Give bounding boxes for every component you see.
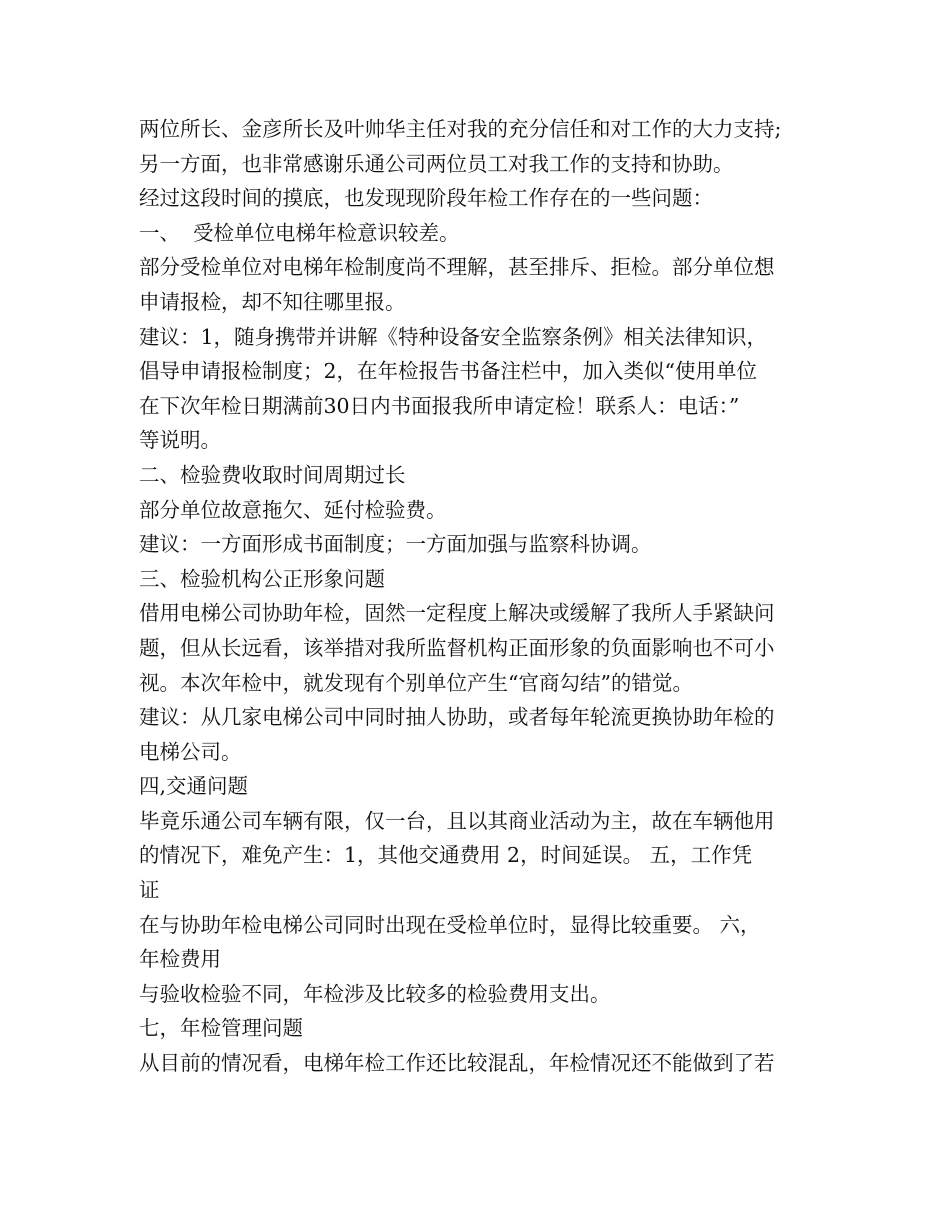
text-line: 建议：1，随身携带并讲解《特种设备安全监察条例》相关法律知识， [139,324,768,349]
text-line: 题，但从长远看，该举措对我所监督机构正面形象的负面影响也不可小 [139,635,775,660]
text-line: 经过这段时间的摸底，也发现现阶段年检工作存在的一些问题： [139,186,713,211]
text-line: 在下次年检日期满前30日内书面报我所申请定检！联系人：电话：” [139,393,740,418]
text-line: 从目前的情况看，电梯年检工作还比较混乱，年检情况还不能做到了若 [139,1051,775,1076]
text-line: 与验收检验不同，年检涉及比较多的检验费用支出。 [139,981,611,1006]
section-heading-2: 二、检验费收取时间周期过长 [139,462,406,487]
text-line: 证 [139,878,160,903]
text-line: 倡导申请报检制度；2，在年检报告书备注栏中，加入类似“使用单位 [139,359,758,384]
text-line: 等说明。 [139,428,221,453]
text-line: 年检费用 [139,947,221,972]
document-body [139,112,829,1081]
text-line: 的情况下，难免产生：1，其他交通费用 2，时间延误。 五，工作凭 [139,843,753,868]
section-heading-4: 四,交通问题 [139,774,249,799]
text-line: 借用电梯公司协助年检，固然一定程度上解决或缓解了我所人手紧缺问 [139,601,775,626]
section-heading-1: 一、 受检单位电梯年检意识较差。 [139,220,460,245]
text-line: 视。本次年检中，就发现有个别单位产生“官商勾结”的错觉。 [139,670,693,695]
section-heading-3: 三、检验机构公正形象问题 [139,566,385,591]
section-heading-7: 七，年检管理问题 [139,1016,303,1041]
text-line: 建议：从几家电梯公司中同时抽人协助，或者每年轮流更换协助年检的 [139,705,775,730]
text-line: 毕竟乐通公司车辆有限，仅一台，且以其商业活动为主，故在车辆他用 [139,808,775,833]
text-line: 另一方面，也非常感谢乐通公司两位员工对我工作的支持和协助。 [139,151,734,176]
text-line: 部分受检单位对电梯年检制度尚不理解，甚至排斥、拒检。部分单位想 [139,255,775,280]
text-line: 电梯公司。 [139,739,242,764]
text-line: 部分单位故意拖欠、延付检验费。 [139,497,447,522]
text-line: 在与协助年检电梯公司同时出现在受检单位时，显得比较重要。 六， [139,912,761,937]
text-line: 建议：一方面形成书面制度；一方面加强与监察科协调。 [139,532,652,557]
text-line: 申请报检，却不知往哪里报。 [139,289,406,314]
text-line: 两位所长、金彦所长及叶帅华主任对我的充分信任和对工作的大力支持; [139,117,782,141]
